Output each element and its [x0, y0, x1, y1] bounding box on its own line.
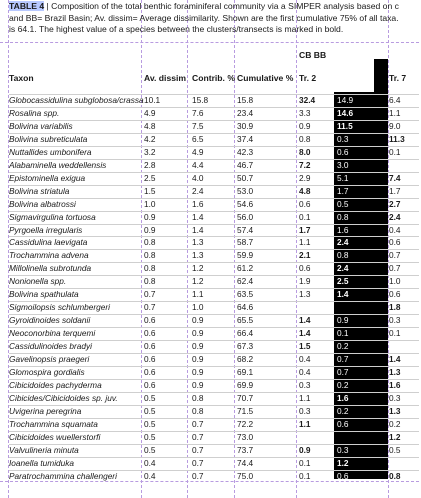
tr7-cell: 0.7 [389, 263, 401, 274]
cumulative-cell: 63.5 [237, 289, 254, 300]
tr2-cell: 1.1 [299, 237, 311, 248]
tr2-cell: 2.1 [299, 250, 311, 261]
av-dissim-cell: 0.5 [144, 418, 156, 429]
av-dissim-cell: 0.8 [144, 237, 156, 248]
taxon-cell: Uvigerina peregrina [9, 405, 82, 416]
contrib-cell: 6.5 [192, 133, 204, 144]
taxon-cell: Bolivina striatula [9, 185, 70, 196]
cumulative-cell: 58.7 [237, 237, 254, 248]
tr7-cell: 0.1 [389, 146, 401, 157]
contrib-cell: 0.8 [192, 405, 204, 416]
taxon-cell: Nonionella spp. [9, 276, 67, 287]
cumulative-cell: 62.4 [237, 276, 254, 287]
cumulative-cell: 54.6 [237, 198, 254, 209]
tr6-cell: 0.6 [337, 418, 349, 429]
contrib-cell: 15.8 [192, 95, 209, 105]
taxon-cell: Cibicidoides pachyderma [9, 379, 102, 390]
tr7-cell: 1.7 [389, 185, 401, 196]
cumulative-cell: 37.4 [237, 133, 254, 144]
contrib-cell: 0.7 [192, 457, 204, 468]
tr7-cell: 1.0 [389, 276, 401, 287]
cumulative-cell: 57.4 [237, 224, 254, 235]
tr6-cell: 0.3 [337, 133, 349, 144]
tr2-cell: 1.3 [299, 289, 311, 300]
contrib-cell: 1.0 [192, 302, 204, 313]
contrib-cell: 1.6 [192, 198, 204, 209]
tr2-cell: 1.1 [299, 392, 311, 403]
cumulative-cell: 72.2 [237, 418, 254, 429]
contrib-cell: 1.3 [192, 250, 204, 261]
tr2-cell: 0.3 [299, 379, 311, 390]
contrib-cell: 0.9 [192, 328, 204, 339]
av-dissim-cell: 0.6 [144, 379, 156, 390]
tr7-cell: 0.2 [389, 418, 401, 429]
tr6-cell: 0.6 [337, 146, 349, 157]
taxon-cell: Bolivina albatrossi [9, 198, 76, 209]
cumulative-cell: 70.7 [237, 392, 254, 403]
col-header-av-dissim: Av. dissim [144, 73, 187, 83]
av-dissim-cell: 2.8 [144, 159, 156, 170]
cumulative-cell: 50.7 [237, 172, 254, 183]
tr2-cell: 7.2 [299, 159, 311, 170]
tr7-cell: 0.3 [389, 392, 401, 403]
tr6-cell: 1.4 [337, 289, 349, 300]
cumulative-cell: 66.4 [237, 328, 254, 339]
tr6-cell: 0.8 [337, 250, 349, 261]
cumulative-cell: 73.7 [237, 444, 254, 455]
av-dissim-cell: 3.2 [144, 146, 156, 157]
av-dissim-cell: 0.5 [144, 392, 156, 403]
tr7-cell: 0.6 [389, 237, 401, 248]
tr6-cell: 0.7 [337, 354, 349, 364]
tr7-cell: 6.4 [389, 95, 401, 105]
cumulative-cell: 65.5 [237, 315, 254, 326]
cumulative-cell: 71.5 [237, 405, 254, 416]
tr7-cell: 1.3 [389, 405, 401, 416]
av-dissim-cell: 0.4 [144, 470, 156, 481]
caption-line-1: | Composition of the total benthic foraminiferal community via a SIMPER analysis based on c [44, 1, 399, 11]
tr6-cell: 14.9 [337, 95, 354, 105]
tr6-cell: 2.4 [337, 237, 349, 248]
contrib-cell: 1.2 [192, 263, 204, 274]
tr2-cell: 0.4 [299, 354, 311, 364]
av-dissim-cell: 4.9 [144, 107, 156, 118]
contrib-cell: 7.6 [192, 107, 204, 118]
av-dissim-cell: 0.5 [144, 431, 156, 442]
tr2-cell: 1.4 [299, 328, 311, 339]
tr2-cell: 4.8 [299, 185, 311, 196]
av-dissim-cell: 2.5 [144, 172, 156, 183]
contrib-cell: 0.9 [192, 366, 204, 377]
tr6-cell: 2.5 [337, 276, 349, 287]
tr6-cell: 0.5 [337, 198, 349, 209]
tr2-cell: 0.9 [299, 120, 311, 131]
contrib-cell: 4.0 [192, 172, 204, 183]
taxon-cell: Epistominella exigua [9, 172, 86, 183]
tr7-cell: 1.1 [389, 107, 401, 118]
tr2-cell: 1.9 [299, 276, 311, 287]
cumulative-cell: 59.9 [237, 250, 254, 261]
av-dissim-cell: 10.1 [144, 95, 161, 105]
av-dissim-cell: 0.8 [144, 250, 156, 261]
tr2-cell: 2.9 [299, 172, 311, 183]
tr7-cell: 0.5 [389, 444, 401, 455]
contrib-cell: 2.4 [192, 185, 204, 196]
cumulative-cell: 64.6 [237, 302, 254, 313]
contrib-cell: 4.4 [192, 159, 204, 170]
guide-line [0, 42, 419, 43]
taxon-cell: Gavelinopsis praegeri [9, 354, 90, 364]
cumulative-cell: 56.0 [237, 211, 254, 222]
tr2-cell: 0.8 [299, 133, 311, 144]
cumulative-cell: 67.3 [237, 341, 254, 352]
table-caption [9, 1, 421, 36]
tr2-cell: 0.4 [299, 366, 311, 377]
taxon-cell: Trochammina advena [9, 250, 89, 261]
av-dissim-cell: 0.5 [144, 444, 156, 455]
caption-line-3: is 64.1. The highest value of a species between the clusters/transects is marked in bold. [9, 24, 344, 35]
tr6-cell: 0.2 [337, 341, 349, 352]
contrib-cell: 1.2 [192, 276, 204, 287]
cumulative-cell: 61.2 [237, 263, 254, 274]
cumulative-cell: 73.0 [237, 431, 254, 442]
tr6-cell: 0.7 [337, 366, 349, 377]
taxon-cell: Cassidulinoides bradyi [9, 341, 93, 352]
cumulative-cell: 42.3 [237, 146, 254, 157]
tr6-cell: 0.3 [337, 444, 349, 455]
contrib-cell: 0.7 [192, 418, 204, 429]
cumulative-cell: 15.8 [237, 95, 254, 105]
tr7-cell: 0.6 [389, 289, 401, 300]
taxon-cell: Globocassidulina subglobosa/crassa [9, 95, 144, 105]
cumulative-cell: 69.1 [237, 366, 254, 377]
tr2-cell: 0.6 [299, 198, 311, 209]
cumulative-cell: 23.4 [237, 107, 254, 118]
contrib-cell: 1.4 [192, 224, 204, 235]
tr7-cell: 0.1 [389, 328, 401, 339]
tr2-cell: 0.1 [299, 211, 311, 222]
av-dissim-cell: 0.6 [144, 341, 156, 352]
tr6-cell: 5.1 [337, 172, 349, 183]
av-dissim-cell: 0.6 [144, 366, 156, 377]
av-dissim-cell: 0.9 [144, 211, 156, 222]
contrib-cell: 0.9 [192, 379, 204, 390]
tr6-cell: 1.7 [337, 185, 349, 196]
taxon-cell: Ioanella tumiduka [9, 457, 75, 468]
taxon-cell: Bolivina variabilis [9, 120, 73, 131]
av-dissim-cell: 0.8 [144, 263, 156, 274]
table-tag: TABLE 4 [9, 1, 45, 11]
tr6-cell: 0.1 [337, 328, 349, 339]
tr7-cell: 2.4 [389, 211, 401, 222]
tr6-cell: 11.5 [337, 120, 353, 131]
contrib-cell: 7.5 [192, 120, 204, 131]
cumulative-cell: 69.9 [237, 379, 254, 390]
cumulative-cell: 53.0 [237, 185, 254, 196]
tr7-cell: 11.3 [389, 133, 405, 144]
tr7-cell: 9.0 [389, 120, 401, 131]
taxon-cell: Paratrochammina challengeri [9, 470, 117, 481]
av-dissim-cell: 0.6 [144, 315, 156, 326]
tr2-cell: 32.4 [299, 95, 316, 105]
tr7-cell: 0.3 [389, 315, 401, 326]
tr2-cell: 1.7 [299, 224, 311, 235]
taxon-cell: Alabaminella weddellensis [9, 159, 107, 170]
taxon-cell: Millolinella subrotunda [9, 263, 92, 274]
contrib-cell: 0.7 [192, 431, 204, 442]
tr2-cell: 1.4 [299, 315, 311, 326]
col-header-cumulative: Cumulative % [237, 73, 294, 83]
contrib-cell: 0.9 [192, 354, 204, 364]
taxon-cell: Sigmavirgulina tortuosa [9, 211, 96, 222]
tr7-cell: 1.8 [389, 302, 401, 313]
taxon-cell: Pyrgoella irregularis [9, 224, 83, 235]
group-header: CB BB [299, 50, 327, 60]
tr2-cell: 3.3 [299, 107, 311, 118]
taxon-cell: Gyroidinoides soldanii [9, 315, 91, 326]
col-header-tr6: Tr. 6 [340, 73, 358, 83]
contrib-cell: 1.3 [192, 237, 204, 248]
cumulative-cell: 74.4 [237, 457, 254, 468]
taxon-cell: Cassidulina laevigata [9, 237, 88, 248]
taxon-cell: Bolivina subreticulata [9, 133, 88, 144]
contrib-cell: 0.9 [192, 341, 204, 352]
av-dissim-cell: 0.7 [144, 302, 156, 313]
tr6-cell: 1.2 [337, 457, 349, 468]
cumulative-cell: 68.2 [237, 354, 254, 364]
contrib-cell: 0.7 [192, 470, 204, 481]
tr2-cell: 0.6 [299, 263, 311, 274]
tr6-cell: 3.0 [337, 159, 349, 170]
taxon-cell: Cibicidoides wuellerstorfi [9, 431, 101, 442]
contrib-cell: 4.9 [192, 146, 204, 157]
tr7-cell: 7.4 [389, 172, 401, 183]
contrib-cell: 1.1 [192, 289, 204, 300]
av-dissim-cell: 4.2 [144, 133, 156, 144]
tr7-cell: 0.4 [389, 224, 401, 235]
tr2-cell: 1.5 [299, 341, 311, 352]
tr6-cell: 1.6 [337, 224, 349, 235]
tr7-cell: 1.2 [389, 431, 401, 442]
contrib-cell: 1.4 [192, 211, 204, 222]
tr2-cell: 0.3 [299, 405, 311, 416]
col-header-tr2: Tr. 2 [299, 73, 317, 83]
taxon-cell: Trochammina squamata [9, 418, 98, 429]
tr2-cell: 8.0 [299, 146, 311, 157]
tr6-cell: 0.8 [337, 211, 349, 222]
tr7-cell: 1.3 [389, 366, 401, 377]
col-header-contrib: Contrib. % [192, 73, 235, 83]
av-dissim-cell: 0.8 [144, 276, 156, 287]
taxon-cell: Glomospira gordialis [9, 366, 85, 377]
tr2-cell: 0.1 [299, 470, 311, 481]
tr6-cell: 0.6 [337, 470, 349, 481]
taxon-cell: Valvulineria minuta [9, 444, 79, 455]
tr7-cell: 1.6 [389, 379, 401, 390]
contrib-cell: 0.7 [192, 444, 204, 455]
av-dissim-cell: 0.6 [144, 328, 156, 339]
av-dissim-cell: 0.5 [144, 405, 156, 416]
cumulative-cell: 46.7 [237, 159, 254, 170]
tr7-cell: 1.4 [389, 354, 401, 364]
tr2-cell: 0.1 [299, 457, 311, 468]
taxon-cell: Neoconorbina terquemi [9, 328, 96, 339]
highlight-column [374, 59, 388, 479]
av-dissim-cell: 1.5 [144, 185, 156, 196]
av-dissim-cell: 4.8 [144, 120, 156, 131]
cumulative-cell: 75.0 [237, 470, 254, 481]
av-dissim-cell: 0.9 [144, 224, 156, 235]
tr7-cell: 0.7 [389, 250, 401, 261]
taxon-cell: Sigmoilopsis schlumbergeri [9, 302, 110, 313]
tr6-cell: 0.2 [337, 379, 349, 390]
tr6-cell: 0.2 [337, 405, 349, 416]
tr6-cell: 2.4 [337, 263, 349, 274]
contrib-cell: 0.8 [192, 392, 204, 403]
tr2-cell: 1.1 [299, 418, 311, 429]
tr7-cell: 2.7 [389, 198, 401, 209]
taxon-cell: Bolivina spathulata [9, 289, 79, 300]
col-header-taxon: Taxon [9, 73, 34, 83]
av-dissim-cell: 0.4 [144, 457, 156, 468]
col-header-tr7: Tr. 7 [389, 73, 407, 83]
taxon-cell: Nuttallides umbonifera [9, 146, 92, 157]
contrib-cell: 0.9 [192, 315, 204, 326]
tr6-cell: 0.9 [337, 315, 349, 326]
tr7-cell: 0.8 [389, 470, 401, 481]
taxon-cell: Rosalina spp. [9, 107, 60, 118]
caption-line-2: and BB= Brazil Basin; Av. dissim= Average dissimilarity. Shown are the first cumulative 75% of all taxa. [9, 12, 399, 23]
taxon-cell: Cibicides/Cibicidoides sp. juv. [9, 392, 118, 403]
tr6-cell: 1.6 [337, 392, 349, 403]
av-dissim-cell: 0.7 [144, 289, 156, 300]
av-dissim-cell: 0.6 [144, 354, 156, 364]
tr6-cell: 14.6 [337, 107, 354, 118]
cumulative-cell: 30.9 [237, 120, 254, 131]
tr2-cell: 0.9 [299, 444, 311, 455]
av-dissim-cell: 1.0 [144, 198, 156, 209]
